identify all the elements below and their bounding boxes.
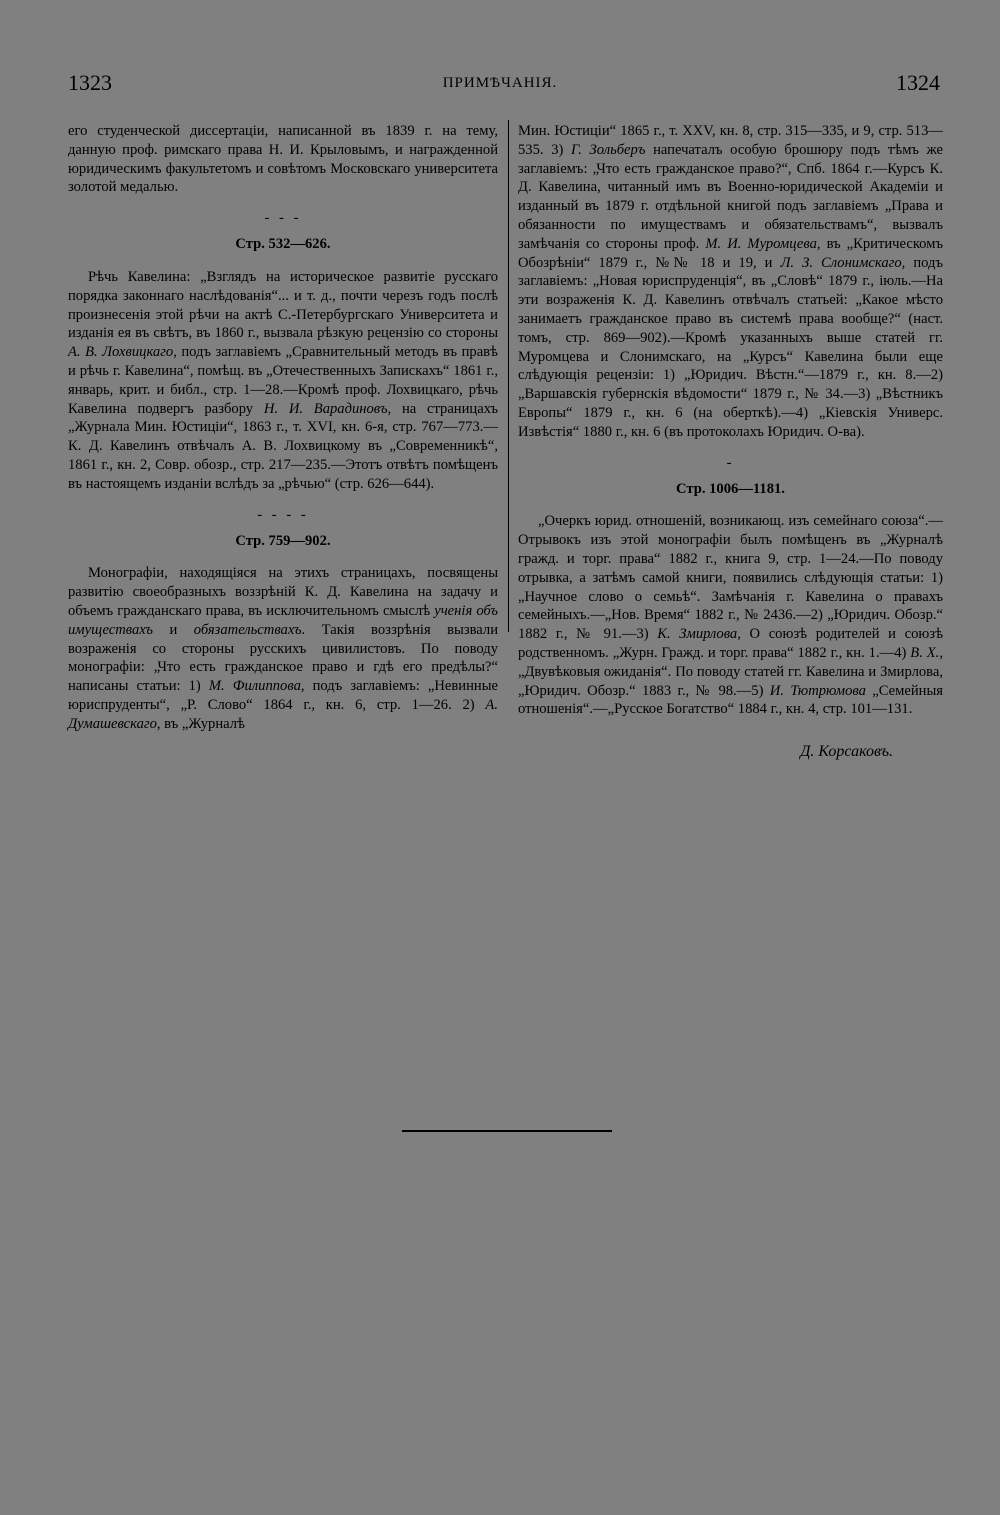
page-number-left: 1323 bbox=[68, 70, 112, 95]
page-number-right: 1324 bbox=[896, 70, 940, 95]
separator: - - - - bbox=[257, 506, 309, 523]
left-column bbox=[68, 122, 498, 734]
section-heading: Стр. 532—626. bbox=[235, 236, 331, 253]
right-column bbox=[518, 122, 943, 762]
paragraph: Мин. Юстиціи“ 1865 г., т. XXV, кн. 8, стр. 315—335, и 9, стр. 513—535. 3) Г. Зольберъ напечаталъ особую брошюру подъ тѣмъ же заглавіемъ: „Что есть гражданское право?“, Спб. 1864 г.—Курсъ К. Д. Кавелина, читанный имъ въ Военно-юридической Академіи и изданный въ 1879 г. отдѣльной книгой подъ заглавіемъ „Права и обязанности по имуществамъ и обязательствамъ“, вызвалъ замѣчанія со стороны проф. М. И. Муромцева, въ „Критическомъ Обозрѣніи“ 1879 г., №№ 18 и 19, и Л. З. Слонимскаго, подъ заглавіемъ: „Новая юриспруденція“, въ „Словѣ“ 1879 г., іюль.—На эти возраженія К. Д. Кавелинъ отвѣчалъ статьей: „Какое мѣсто занимаетъ гражданское право въ системѣ права вообще?“ (наст. томъ, стр. 869—902).—Кромѣ указанныхъ выше статей гг. Муромцева и Слонимскаго, на „Курсъ“ Кавелина были еще слѣдующія рецензіи: 1) „Юридич. Вѣстн.“—1879 г., кн. 8.—2) „Варшавскія губернскія вѣдомости“ 1879 г., № 34.—3) „Вѣстникъ Европы“ 1879 г., кн. 6 (на оберткѣ).—4) „Кіевскія Универс. Извѣстія“ 1880 г., кн. 6 (въ протоколахъ Юридич. О-ва). bbox=[518, 123, 944, 440]
paragraph: „Очеркъ юрид. отношеній, возникающ. изъ семейнаго союза“.—Отрывокъ изъ этой монографіи былъ помѣщенъ въ „Журналѣ гражд. и торг. права“ 1882 г., книга 9, стр. 1—24.—По поводу отрывка, а затѣмъ самой книги, появились слѣдующія статьи: 1) „Научное слово о семьѣ“. Замѣчанія г. Кавелина о правахъ семейныхъ.—„Нов. Время“ 1882 г., № 2436.—2) „Юридич. Обозр.“ 1882 г., № 91.—3) К. Змирлова, О союзѣ родителей и союзѣ родственномъ. „Журн. Гражд. и торг. права“ 1882 г., кн. 1.—4) В. Х., „Двувѣковыя ожиданія“. По поводу статей гг. Кавелина и Змирлова, „Юридич. Обозр.“ 1883 г., № 98.—5) И. Тютрюмова „Семейныя отношенія“.—„Русское Богатство“ 1884 г., кн. 4, стр. 101—131. bbox=[518, 513, 944, 718]
paragraph: Рѣчь Кавелина: „Взглядъ на историческое развитіе русскаго порядка законнаго наслѣдованія“... и т. д., почти черезъ годъ послѣ произнесенія этой рѣчи на актѣ С.-Петербургскаго Университета и изданія ея въ свѣтъ, въ 1860 г., вызвала рѣзкую рецензію со стороны А. В. Лохвицкаго, подъ заглавіемъ „Сравнительный методъ въ правѣ и рѣчь г. Кавелина“, помѣщ. въ „Отечественныхъ Запискахъ“ 1861 г., январь, крит. и библ., стр. 1—28.—Кромѣ проф. Лохвицкаго, рѣчь Кавелина подвергъ разбору Н. И. Варадиновъ, на страницахъ „Журнала Мин. Юстиціи“, 1863 г., т. XVI, кн. 6-я, стр. 767—773.—К. Д. Кавелинъ отвѣчалъ А. В. Лохвицкому въ „Современникѣ“, 1861 г., кн. 2, Совр. обозр., стр. 217—235.—Этотъ отвѣтъ помѣщенъ въ настоящемъ изданіи вслѣдъ за „рѣчью“ (стр. 626—644). bbox=[68, 268, 498, 492]
signature: Д. Корсаковъ. bbox=[800, 743, 893, 761]
section-heading: Стр. 1006—1181. bbox=[676, 480, 785, 497]
column-divider bbox=[508, 120, 509, 632]
paragraph: Монографіи, находящіяся на этихъ страницахъ, посвящены развитію своеобразныхъ воззрѣній К. Д. Кавелина на задачу и объемъ гражданскаго права, въ исключительномъ смыслѣ ученія объ имуществахъ и обязательствахъ. Такія воззрѣнія вызвали возраженія со стороны русскихъ цивилистовъ. По поводу монографіи: „Что есть гражданское право и гдѣ его предѣлы?“ написаны статьи: 1) М. Филиппова, подъ заглавіемъ: „Невинные юриспруденты“, „Р. Слово“ 1864 г., кн. 6, стр. 1—26. 2) А. Думашевскаго, въ „Журналѣ bbox=[68, 565, 498, 732]
section-heading: Стр. 759—902. bbox=[235, 532, 331, 549]
end-rule bbox=[402, 1130, 612, 1132]
paragraph: его студенческой диссертаціи, написанной въ 1839 г. на тему, данную проф. римскаго права Н. И. Крыловымъ, и награжденной юридическимъ факультетомъ и совѣтомъ Московскаго университета золотой медалью. bbox=[68, 123, 498, 196]
separator: - bbox=[726, 454, 735, 471]
separator: - - - bbox=[264, 210, 302, 227]
page-title: ПРИМѢЧАНІЯ. bbox=[442, 75, 558, 91]
